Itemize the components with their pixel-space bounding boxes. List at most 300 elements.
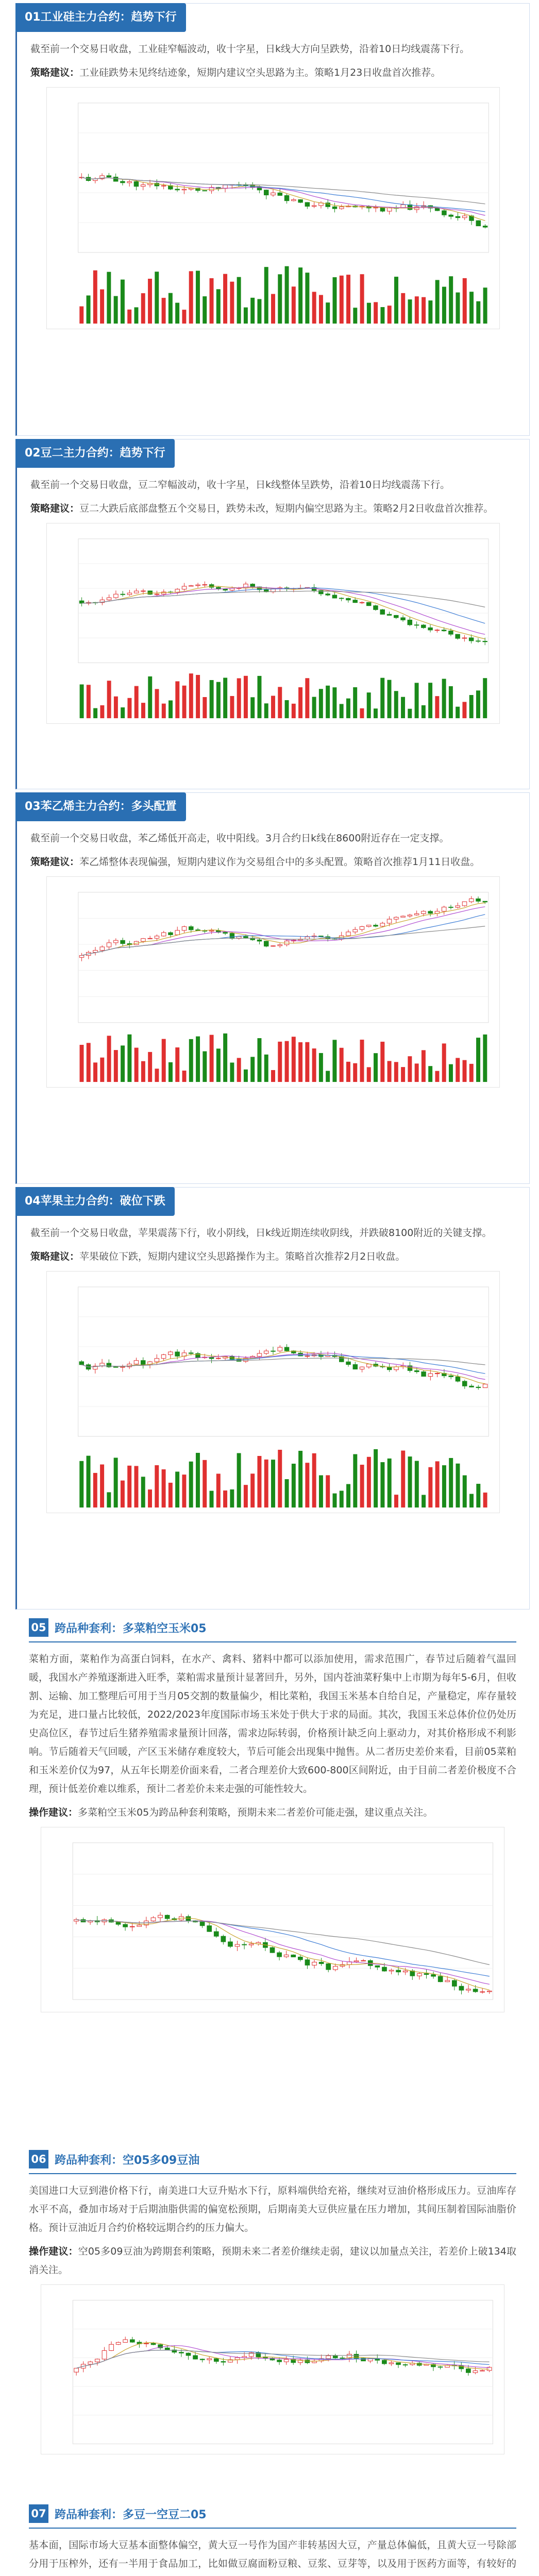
candle-body [333,2356,338,2358]
candle-body [438,1976,443,1982]
candle-body [424,1974,429,1975]
candle-body [209,585,213,587]
candle-body [374,606,378,610]
candle-body [449,631,453,635]
volume-bar [346,275,350,324]
section-02-title: 02豆二主力合约：趋势下行 [15,439,175,468]
volume-bar [87,1043,91,1082]
volume-bar [333,277,337,324]
volume-bar [442,1465,446,1507]
moving-average [82,914,485,956]
volume-bar [250,298,255,324]
candle-body [305,1356,309,1357]
volume-bar [141,1477,145,1507]
candle-body [284,1347,289,1351]
candle-body [134,1361,138,1364]
candle-body [175,189,179,190]
candle-body [148,938,152,939]
volume-bar [305,1042,309,1082]
volume-bar [305,1463,309,1507]
volume-bar [182,1071,187,1082]
candle-body [374,925,378,926]
section-02-text: 截至前一个交易日收盘，豆二窄幅波动，收十字星，日k线整体呈跌势，沿着10日均线震荡下行。 [30,479,450,490]
candle-body [483,1384,487,1388]
volume-bar [380,307,384,324]
candle-body [113,177,117,181]
arb-06-title: 跨品种套利：空05多09豆油 [55,2154,200,2167]
candle-body [415,1370,419,1371]
volume-bar [428,1467,432,1507]
candle-body [473,2371,478,2373]
volume-bar [216,682,221,718]
volume-bar [483,287,487,324]
candle-body [340,1357,344,1362]
candle-body [361,1960,366,1961]
candle-body [278,945,282,946]
candle-body [264,1351,268,1353]
section-04-title: 04苹果主力合约：破位下跌 [15,1187,175,1216]
candle-body [214,2359,218,2362]
volume-bar [196,675,200,718]
section-01-title: 01工业硅主力合约：趋势下行 [15,3,186,32]
candle-body [366,602,370,605]
arb-05-number: 05 [29,1618,48,1637]
section-01-text: 截至前一个交易日收盘，工业硅窄幅波动，收十字星，日k线大方向呈跌势，沿着10日均线震荡下行。 [30,43,470,55]
plot-frame [73,1843,493,1999]
volume-bar [380,678,384,718]
section-04-text: 截至前一个交易日收盘，苹果震荡下行，收小阴线，日k线近期连续收阴线，并跌破8100附近的关键支撑。 [30,1227,492,1239]
candle-body [175,930,179,935]
volume-bar [100,290,104,324]
volume-bar [216,1473,221,1507]
volume-bar [401,1067,405,1082]
candle-body [487,1991,492,1992]
chart-06 [41,2284,504,2454]
candle-body [79,1362,83,1365]
volume-bar [196,270,200,324]
candle-body [123,1924,128,1927]
candle-body [277,2360,282,2362]
candle-body [394,917,398,919]
moving-average [81,177,485,204]
volume-bar [415,296,419,324]
section-01-strategy: 策略建议：工业硅跌势未见终结迹象，短期内建议空头思路为主。策略1月23日收盘首次推荐。 [30,67,441,78]
volume-bar [127,1035,131,1082]
volume-bar [134,1048,139,1082]
volume-bar [312,1453,316,1507]
volume-bar [340,704,344,718]
candle-body [207,2359,212,2360]
volume-bar [182,1475,186,1507]
candle-body [182,586,186,589]
moving-average [81,177,485,215]
candle-body [326,2356,331,2359]
volume-bar [121,1045,125,1082]
candle-body [107,598,111,600]
volume-bar [298,687,302,718]
moving-average [82,588,485,623]
volume-bar [319,689,323,718]
candle-body [480,2370,485,2371]
volume-bar [415,1063,419,1082]
volume-bar [121,707,125,718]
candle-body [121,594,125,595]
candle-body [130,1926,134,1927]
volume-bar [175,1047,179,1082]
volume-bar [148,279,152,324]
candle-body [449,215,453,216]
volume-bar [388,1061,392,1082]
section-01 [15,3,530,436]
volume-bar [456,293,460,324]
volume-bar [394,277,398,324]
candle-body [414,913,418,915]
candle-body [428,911,432,913]
arb-05-text: 菜粕方面，菜粕作为高蛋白饲料，在水产、禽料、猪料中都可以添加使用，需求范围广，春节过后随着气温回暖，我国水产养殖逐渐进入旺季，菜粕需求量预计显著回升，另外，国内苍油菜籽集中上市期为每年5-6月，但收割、运输、加工整理后可用于当月05交割的数量偏少，相比菜粕，我国玉米基本自给自足，产量稳定，库存量较为充足，进口量占比较低，2022/2023年度国际市场玉米处于供大于求的局面。其次，我国玉米总体价位仍处历史高位区，春节过后生猪养殖需求量预计回落，需求边际转弱，价格预计缺乏向上驱动力，对其价格形成不利影响。节后随着天气回暖，产区玉米储存难度较大，节后可能会出现集中抛售。从二者历史差价来看，目前05菜粕和玉米差价仅为97，从五年长期差价面来看，二者合理差价大致600-800区间附近，由于目前二者差价极度不合理，预计低差价难以维系，预计二者差价未来走强的可能性较大。 [29,1653,516,1794]
volume-bar [114,697,118,718]
volume-bar [374,708,378,718]
volume-bar [374,302,378,324]
volume-bar [230,282,234,324]
candle-body [196,1353,200,1358]
candle-body [462,902,466,906]
volume-bar [332,687,336,718]
volume-bar [469,1494,474,1507]
volume-bar [476,1038,480,1082]
volume-bar [463,1476,467,1507]
volume-bar [278,687,282,718]
volume-bar [394,1495,398,1507]
candle-body [462,1381,466,1386]
volume-bar [435,1461,440,1507]
arb-07-divider [29,2528,516,2529]
candle-body [155,594,159,595]
volume-bar [332,1040,336,1082]
candle-body [360,1367,364,1369]
volume-bar [278,274,282,324]
volume-bar [210,278,214,324]
candle-body [380,923,384,926]
candle-body [223,589,227,590]
volume-bar [216,1048,221,1082]
volume-bar [79,1461,83,1507]
volume-bar [394,691,398,718]
plot-frame [78,539,489,663]
volume-bar [79,307,83,324]
volume-bar [244,676,248,718]
candle-body [449,907,453,908]
candle-body [435,208,439,211]
volume-bar [182,686,187,718]
volume-bar [264,703,268,718]
candle-body [148,591,152,595]
candle-body [242,1944,247,1945]
volume-bar [271,1460,275,1507]
volume-bar [435,696,439,718]
candle-body [387,919,391,923]
volume-bar [216,289,221,324]
volume-bar [203,1460,207,1507]
volume-bar [360,708,364,718]
candle-body [346,598,350,600]
candle-body [249,1944,254,1945]
volume-bar [422,705,426,718]
volume-bar [333,1494,337,1507]
moving-average [82,903,485,955]
volume-bar [87,1456,91,1507]
volume-bar [189,673,193,718]
volume-bar [401,1451,405,1507]
candle-body [155,936,159,938]
arb-06-strategy: 操作建议：空05多09豆油为跨期套利策略，预期未来二者差价继续走弱，建议以加量点关注，若差价上破134取消关注。 [29,2246,516,2276]
candle-body [353,600,357,603]
candle-body [469,638,473,641]
candle-body [175,1352,179,1356]
volume-bar [264,1055,268,1082]
candle-body [476,899,480,902]
arb-07 [15,2502,530,2576]
volume-bar [223,1490,227,1507]
candle-body [422,625,426,628]
volume-bar [483,1035,487,1082]
volume-bar [80,1045,84,1082]
volume-bar [312,292,316,324]
candle-body [189,927,193,930]
volume-bar [93,270,97,324]
volume-bar [107,1492,111,1507]
candle-body [382,1967,387,1971]
candle-body [141,185,145,187]
arb-07-text: 基本面，国际市场大豆基本面整体偏空，黄大豆一号作为国产非转基因大豆，产量总体偏低，且黄大豆一号除部分用于压榨外，还有一半用于食品加工，比如做豆腐面粉豆粮、豆浆、豆芽等，以及用于医药方面等，有较好的 [29,2539,516,2569]
volume-bar [121,280,125,324]
candle-body [186,2353,191,2355]
candle-body [483,901,487,902]
candle-body [200,2359,205,2360]
candle-body [216,1358,221,1359]
volume-bar [449,1458,453,1507]
volume-bar [340,1048,344,1082]
volume-bar [230,1489,234,1507]
candle-body [305,1960,310,1965]
moving-average [82,586,485,639]
volume-bar [223,1033,227,1082]
volume-bar [134,1466,138,1507]
volume-bar [223,678,227,719]
candle-body [121,181,125,183]
candle-body [223,933,227,934]
volume-bar [127,1466,131,1507]
volume-bar [175,303,179,324]
volume-bar [148,1489,152,1507]
volume-bar [148,1052,152,1082]
volume-bar [107,1036,111,1082]
arb-07-number: 07 [29,2504,48,2523]
candle-body [230,934,234,939]
volume-bar [175,1471,179,1507]
volume-bar [196,1453,200,1507]
volume-bar [285,700,289,718]
chart-02 [46,523,500,724]
candle-body [209,930,213,931]
volume-bar [182,310,186,324]
volume-bar [230,1062,234,1082]
volume-bar [476,1484,480,1507]
volume-bar [469,695,474,718]
candle-body [442,630,446,631]
volume-bar [456,1464,460,1507]
volume-bar [127,310,131,324]
volume-bar [360,274,364,324]
volume-bar [456,1058,460,1082]
section-03-title: 03苯乙烯主力合约：多头配置 [15,792,186,821]
candle-body [389,2363,394,2364]
candle-body [95,2359,100,2362]
volume-bar [367,1067,371,1082]
candle-body [332,207,336,209]
volume-bar [169,1062,173,1082]
volume-bar [257,676,261,718]
volume-bar [326,686,330,718]
candle-body [332,595,336,598]
candle-body [88,2362,93,2364]
candle-body [435,630,439,631]
candle-body [221,1936,226,1942]
candle-body [452,1980,457,1986]
volume-bar [162,1469,166,1507]
volume-bar [380,1042,384,1082]
candle-body [456,1377,460,1381]
candle-body [445,1980,450,1982]
candle-body [165,2348,170,2350]
volume-bar [353,1454,357,1508]
volume-bar [298,1042,302,1082]
volume-bar [346,1062,350,1082]
arb-06 [15,2147,530,2498]
volume-bar [428,300,432,324]
candle-body [144,2343,149,2344]
volume-bar [285,266,289,324]
candle-body [102,2350,107,2359]
candle-body [291,1955,296,1957]
candle-body [214,1931,218,1936]
volume-bar [360,1465,364,1507]
volume-bar [422,1495,426,1508]
volume-bar [169,700,173,718]
candle-body [305,202,309,207]
volume-bar [271,696,275,718]
volume-bar [292,1464,296,1507]
candle-body [459,1986,464,1990]
volume-bar [298,267,302,324]
volume-bar [408,709,412,718]
candle-body [340,207,344,209]
candle-body [305,937,309,939]
volume-bar [162,298,166,324]
candle-body [123,2340,128,2342]
volume-bar [292,704,296,718]
volume-bar [388,1459,392,1507]
volume-bar [244,1070,248,1082]
candle-body [277,1953,282,1957]
candle-body [401,618,405,620]
volume-bar [257,1038,261,1082]
plot-frame [78,892,489,1023]
candle-body [121,940,125,943]
volume-bar [456,707,460,718]
volume-bar [483,1493,487,1507]
candle-body [387,614,391,615]
candle-body [428,1374,432,1376]
volume-bar [442,287,446,324]
candle-body [193,2355,198,2359]
volume-bar [141,703,145,718]
volume-bar [483,678,487,718]
candle-body [93,951,97,953]
volume-bar [415,1461,419,1507]
candle-body [196,585,200,586]
candle-body [473,1989,478,1992]
volume-bar [114,1050,118,1082]
volume-bar [155,689,159,718]
candle-body [235,1944,240,1946]
arb-05-title: 跨品种套利：多菜粕空玉米05 [55,1622,207,1635]
volume-bar [367,1457,371,1507]
volume-bar [134,307,138,324]
volume-bar [463,1060,467,1082]
candle-body [333,1967,338,1970]
volume-bar [353,308,357,324]
plot-frame [78,1287,489,1436]
candle-body [228,1942,233,1946]
chart-04 [46,1271,500,1513]
candle-body [353,929,357,932]
candle-body [182,189,186,190]
volume-bar [250,1057,255,1082]
candle-body [127,593,131,595]
volume-bar [278,1450,282,1507]
candle-body [182,927,186,930]
candle-body [340,2358,345,2359]
candle-body [107,176,111,177]
volume-bar [449,276,453,324]
volume-bar [401,293,405,324]
volume-bar [196,1037,200,1082]
volume-bar [134,686,139,718]
volume-bar [107,272,111,324]
candle-body [161,1354,165,1358]
candle-body [442,211,446,215]
candle-body [151,2343,156,2344]
candle-body [354,1961,359,1962]
volume-bar [189,1462,193,1507]
candle-body [466,1989,471,1990]
volume-bar [285,1041,289,1082]
volume-bar [100,705,104,718]
arb-05 [15,1616,530,2143]
arb-06-number: 06 [29,2150,48,2168]
volume-bar [346,699,350,718]
volume-bar [100,1058,104,1082]
candle-body [326,1964,331,1970]
chart-01 [46,87,500,329]
volume-bar [203,296,207,324]
section-04 [15,1187,530,1609]
volume-bar [230,696,234,718]
volume-bar [271,294,275,324]
candle-body [235,2358,240,2360]
candle-body [186,1917,191,1921]
candle-body [114,940,118,943]
